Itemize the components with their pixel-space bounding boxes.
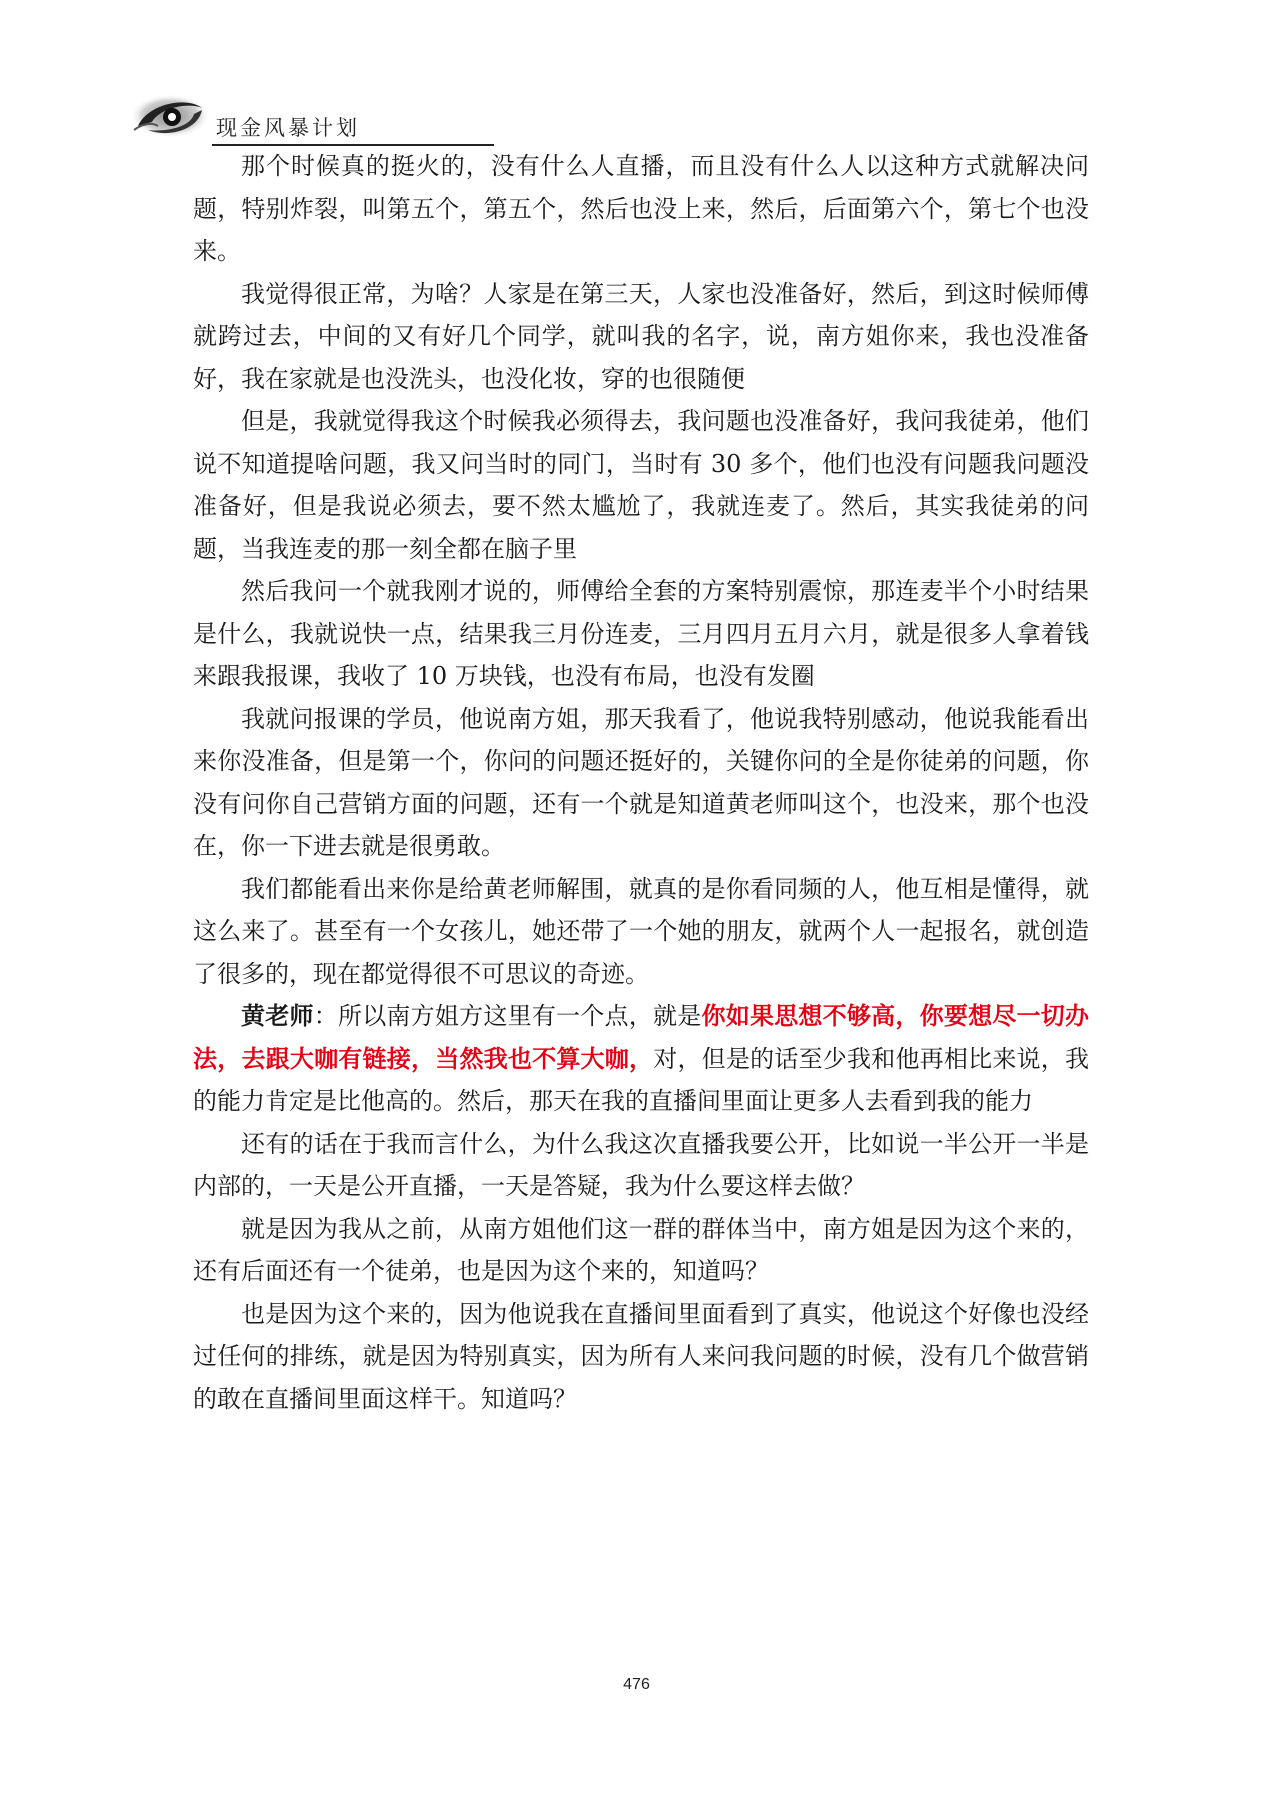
paragraph: 我们都能看出来你是给黄老师解围，就真的是你看同频的人，他互相是懂得，就这么来了。甚至有一个女孩儿，她还带了一个她的朋友，就两个人一起报名，就创造了很多的，现在都觉得很不可思议的奇迹。 <box>193 874 1089 988</box>
paragraph: 然后我问一个就我刚才说的，师傅给全套的方案特别震惊，那连麦半个小时结果是什么，我就说快一点，结果我三月份连麦，三月四月五月六月，就是很多人拿着钱来跟我报课，我收了 10 万块钱，也没有布局，也没有发圈 <box>193 577 1089 690</box>
paragraph: 就是因为我从之前，从南方姐他们这一群的群体当中，南方姐是因为这个来的，还有后面还有一个徒弟，也是因为这个来的，知道吗？ <box>193 1214 1089 1285</box>
article-body <box>193 145 1089 1420</box>
speaker-name: 黄老师 <box>241 1001 314 1030</box>
speaker-text-before: ：所以南方姐方这里有一个点，就是 <box>313 1002 702 1030</box>
paragraph: 也是因为这个来的，因为他说我在直播间里面看到了真实，他说这个好像也没经过任何的排练，就是因为特别真实，因为所有人来问我问题的时候，没有几个做营销的敢在直播间里面这样干。知道吗？ <box>193 1299 1089 1413</box>
paragraph: 我就问报课的学员，他说南方姐，那天我看了，他说我特别感动，他说我能看出来你没准备，但是第一个，你问的问题还挺好的，关键你问的全是你徒弟的问题，你没有问你自己营销方面的问题，还有一个就是知道黄老师叫这个，也没来，那个也没在，你一下进去就是很勇敢。 <box>193 704 1089 860</box>
highlighted-text: 你如果思想不够高，你要想尽一切办法，去跟大咖有链接，当然我也不算大咖， <box>193 1001 1090 1073</box>
paragraph: 我觉得很正常，为啥？人家是在第三天，人家也没准备好，然后，到这时候师傅就跨过去，中间的又有好几个同学，就叫我的名字，说，南方姐你来，我也没准备好，我在家就是也没洗头，也没化妆，穿的也很随便 <box>193 279 1089 393</box>
speaker-paragraph <box>193 995 1089 1123</box>
paragraph: 但是，我就觉得我这个时候我必须得去，我问题也没准备好，我问我徒弟，他们说不知道提啥问题，我又问当时的同门，当时有 30 多个，他们也没有问题我问题没准备好，但是我说必须去，要不然太尴尬了，我就连麦了。然后，其实我徒弟的问题，当我连麦的那一刻全都在脑子里 <box>193 407 1089 563</box>
page-number: 476 <box>623 1676 650 1693</box>
speaker-text-after: 对，但是的话至少我和他再相比来说，我的能力肯定是比他高的。然后，那天在我的直播间里面让更多人去看到我的能力 <box>193 1044 1090 1115</box>
swirl-logo-icon <box>128 86 218 146</box>
paragraph: 还有的话在于我而言什么，为什么我这次直播我要公开，比如说一半公开一半是内部的，一天是公开直播，一天是答疑，我为什么要这样去做？ <box>193 1129 1089 1200</box>
header-title: 现金风暴计划 <box>216 116 360 140</box>
paragraph: 那个时候真的挺火的，没有什么人直播，而且没有什么人以这种方式就解决问题，特别炸裂，叫第五个，第五个，然后也没上来，然后，后面第六个，第七个也没来。 <box>193 152 1089 265</box>
